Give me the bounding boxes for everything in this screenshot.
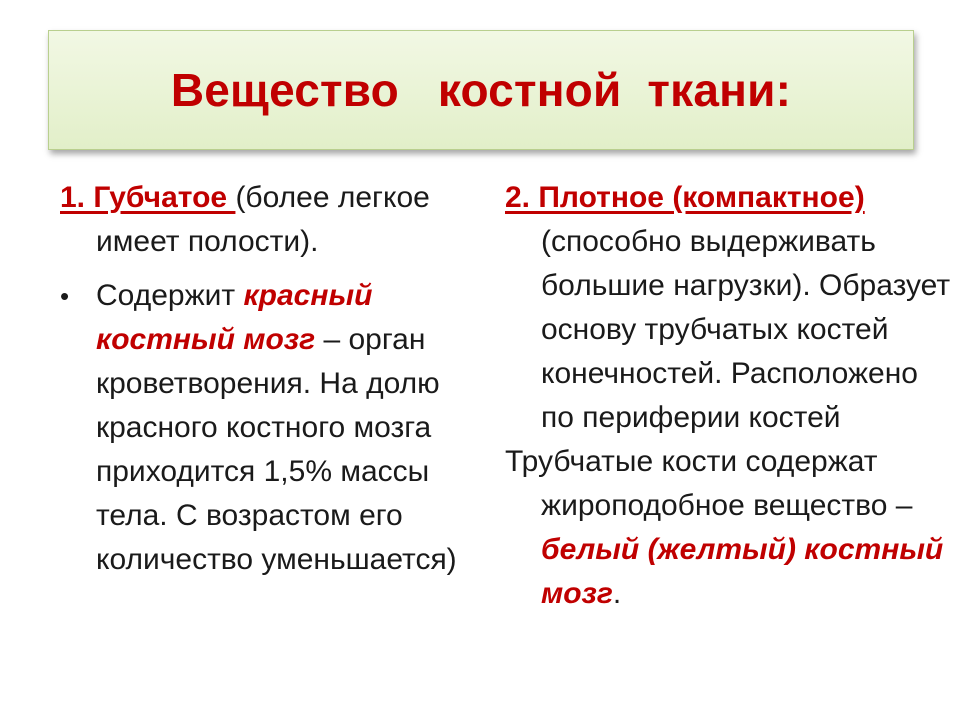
- tubular-text-after: .: [612, 577, 622, 610]
- compact-paragraph: [505, 176, 955, 440]
- spongy-paragraph: [60, 176, 500, 264]
- left-column: [60, 176, 500, 582]
- yellow-marrow-term: белый (желтый) костный мозг: [541, 533, 944, 610]
- spongy-heading: 1. Губчатое: [60, 181, 236, 214]
- slide-title: Вещество костной ткани:: [170, 64, 792, 116]
- bullet-text-after: – орган кроветворения. На долю красного костного мозга приходится 1,5% массы тела. С возрастом его количество уменьшается): [96, 323, 457, 576]
- compact-heading: 2. Плотное (компактное): [505, 181, 865, 214]
- spongy-bullet: [60, 274, 500, 582]
- tubular-text-before: Трубчатые кости содержат жироподобное вещество –: [505, 445, 913, 522]
- red-marrow-term: красный костный мозг: [96, 279, 373, 356]
- right-column: [505, 176, 955, 616]
- title-banner: [48, 30, 914, 150]
- spongy-note: (более легкое имеет полости).: [96, 181, 430, 258]
- bullet-icon: •: [60, 281, 70, 311]
- tubular-paragraph: [505, 440, 955, 616]
- compact-note: (способно выдерживать большие нагрузки). Образует основу трубчатых костей конечностей. Расположено по периферии костей: [541, 225, 951, 434]
- bullet-text-before: Содержит: [96, 279, 244, 312]
